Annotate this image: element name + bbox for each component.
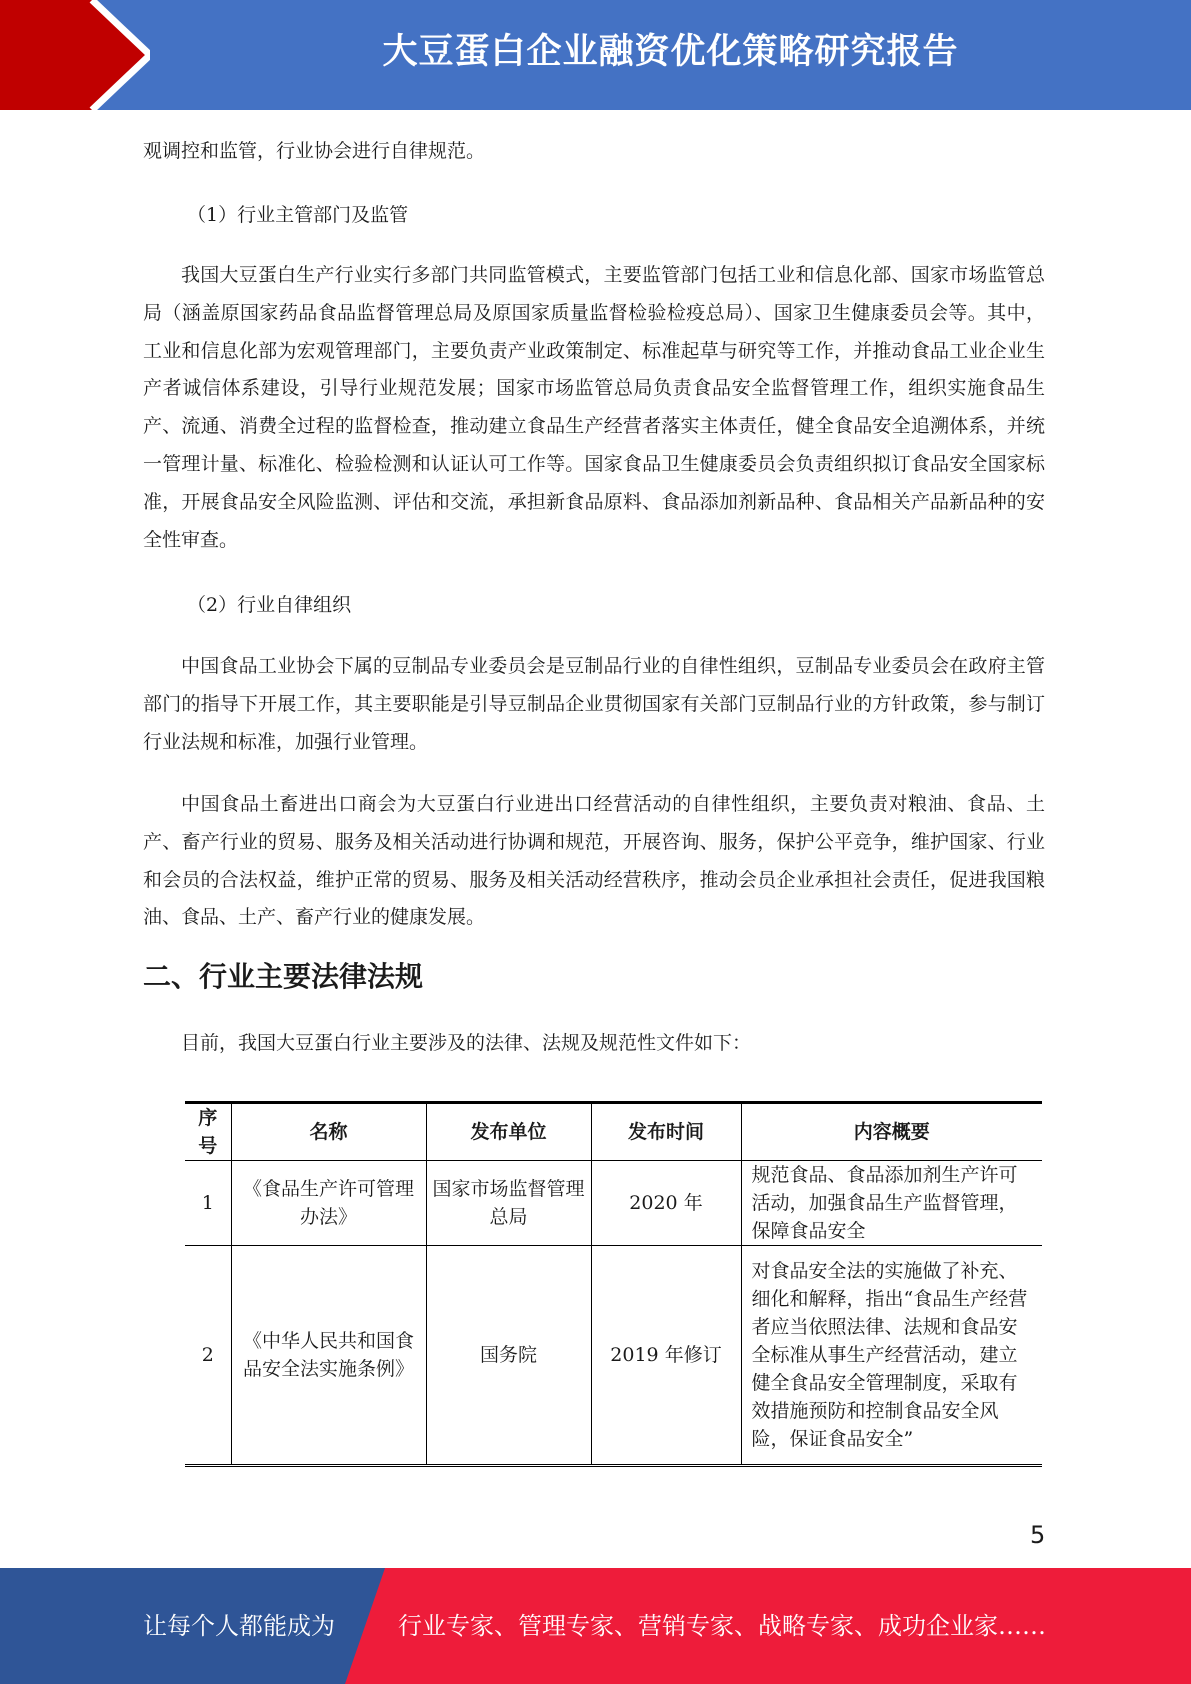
section-heading: 二、行业主要法律法规 bbox=[143, 960, 424, 993]
cell-issuer: 国家市场监督管理总局 bbox=[426, 1161, 591, 1246]
header-issuer: 发布单位 bbox=[426, 1103, 591, 1161]
subheading-self-regulation: （2）行业自律组织 bbox=[187, 594, 352, 616]
paragraph-regulation: 我国大豆蛋白生产行业实行多部门共同监管模式，主要监管部门包括工业和信息化部、国家市场监管总局（涵盖原国家药品食品监督管理总局及原国家质量监督检验检疫总局）、国家卫生健康委员会等。其中，工业和信息化部为宏观管理部门，主要负责产业政策制定、标准起草与研究等工作，并推动食品工业企业生产者诚信体系建设，引导行业规范发展；国家市场监管总局负责食品安全监督管理工作，组织实施食品生产、流通、消费全过程的监督检查，推动建立食品生产经营者落实主体责任，健全食品安全追溯体系，并统一管理计量、标准化、检验检测和认证认可工作等。国家食品卫生健康委员会负责组织拟订食品安全国家标准，开展食品安全风险监测、评估和交流，承担新食品原料、食品添加剂新品种、食品相关产品新品种的安全性审查。 bbox=[143, 264, 1045, 551]
subheading-regulator: （1）行业主管部门及监管 bbox=[187, 204, 409, 226]
header-name: 名称 bbox=[231, 1103, 426, 1161]
cell-date: 2020 年 bbox=[591, 1161, 741, 1246]
paragraph-intro: 观调控和监管，行业协会进行自律规范。 bbox=[143, 140, 486, 162]
cell-summary: 对食品安全法的实施做了补充、细化和解释，指出“食品生产经营者应当依照法律、法规和食品安全标准从事生产经营活动，建立健全食品安全管理制度，采取有效措施预防和控制食品安全风险，保证食品安全” bbox=[741, 1246, 1042, 1466]
cell-date: 2019 年修订 bbox=[591, 1246, 741, 1466]
cell-no: 1 bbox=[185, 1161, 231, 1246]
paragraph-self-regulation-2: 中国食品土畜进出口商会为大豆蛋白行业进出口经营活动的自律性组织，主要负责对粮油、食品、土产、畜产行业的贸易、服务及相关活动进行协调和规范，开展咨询、服务，保护公平竞争，维护国家、行业和会员的合法权益，维护正常的贸易、服务及相关活动经营秩序，推动会员企业承担社会责任，促进我国粮油、食品、土产、畜产行业的健康发展。 bbox=[143, 793, 1045, 929]
header-no: 序号 bbox=[185, 1103, 231, 1161]
paragraph-self-regulation-1: 中国食品工业协会下属的豆制品专业委员会是豆制品行业的自律性组织，豆制品专业委员会在政府主管部门的指导下开展工作，其主要职能是引导豆制品企业贯彻国家有关部门豆制品行业的方针政策，参与制订行业法规和标准，加强行业管理。 bbox=[143, 655, 1045, 753]
laws-table bbox=[185, 1101, 1042, 1467]
cell-no: 2 bbox=[185, 1246, 231, 1466]
cell-name: 《食品生产许可管理办法》 bbox=[231, 1161, 426, 1246]
cell-name: 《中华人民共和国食品安全法实施条例》 bbox=[231, 1246, 426, 1466]
cell-summary: 规范食品、食品添加剂生产许可活动，加强食品生产监督管理，保障食品安全 bbox=[741, 1161, 1042, 1246]
paragraph-laws-intro: 目前，我国大豆蛋白行业主要涉及的法律、法规及规范性文件如下： bbox=[181, 1032, 752, 1054]
page-header bbox=[0, 0, 1191, 110]
cell-issuer: 国务院 bbox=[426, 1246, 591, 1466]
table-header-row bbox=[185, 1103, 1042, 1161]
report-title: 大豆蛋白企业融资优化策略研究报告 bbox=[382, 32, 959, 72]
red-chevron-icon bbox=[0, 0, 150, 110]
footer-slogan-left: 让每个人都能成为 bbox=[143, 1612, 335, 1640]
page-footer bbox=[0, 1568, 1191, 1684]
table-row bbox=[185, 1161, 1042, 1246]
table-row bbox=[185, 1246, 1042, 1466]
page-number: 5 bbox=[1030, 1521, 1046, 1549]
footer-slogan-right: 行业专家、管理专家、营销专家、战略专家、成功企业家…… bbox=[398, 1612, 1046, 1640]
header-summary: 内容概要 bbox=[741, 1103, 1042, 1161]
header-date: 发布时间 bbox=[591, 1103, 741, 1161]
